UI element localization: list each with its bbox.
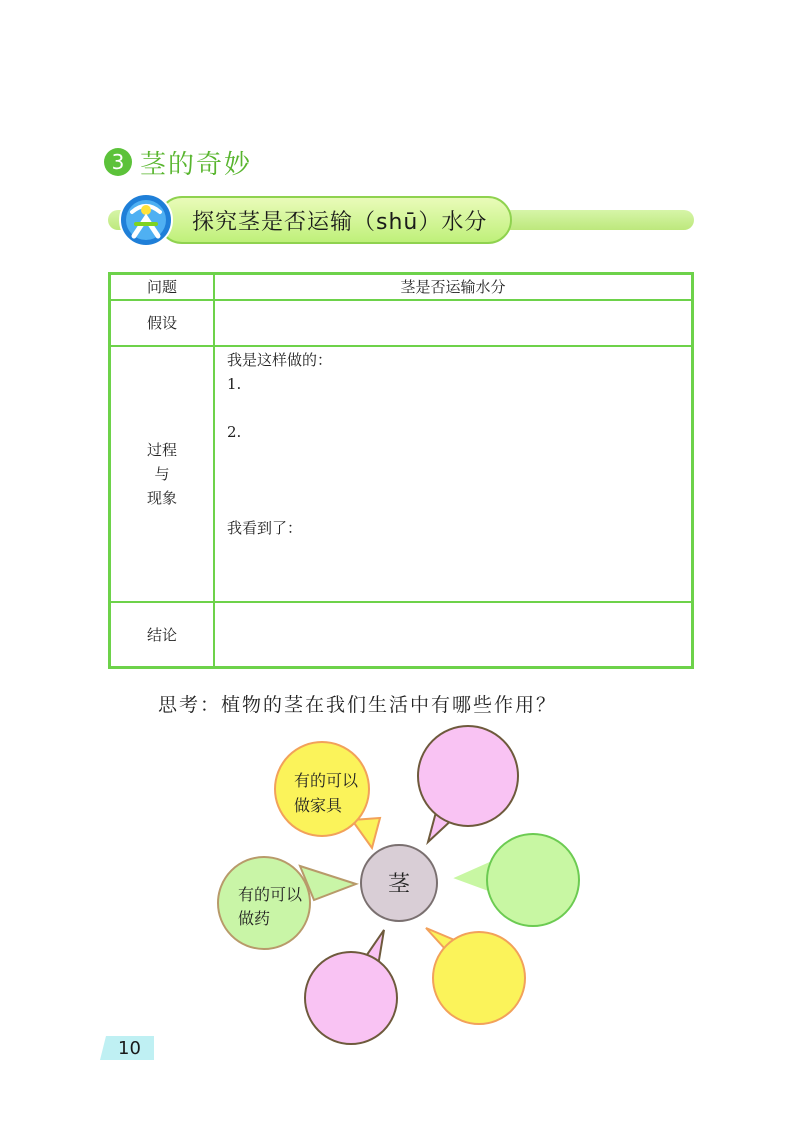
bubble-empty-pink: [418, 726, 518, 826]
process-step-1: 1.: [227, 374, 242, 393]
bubble-text: 做家具: [293, 796, 343, 815]
process-intro: 我是这样做的：: [227, 350, 333, 369]
process-label-line: 与: [154, 464, 170, 483]
bubble-empty-green: [487, 834, 579, 926]
process-step-2: 2.: [227, 422, 242, 441]
hypothesis-label: 假设: [110, 300, 215, 346]
process-observed: 我看到了：: [227, 518, 303, 537]
mindmap-center-label: 茎: [387, 872, 411, 897]
page-number: 10: [118, 1038, 141, 1059]
bubble-text: 有的可以: [237, 885, 303, 904]
thinking-question: 思考：植物的茎在我们生活中有哪些作用？: [158, 694, 558, 716]
process-label-line: 过程: [146, 440, 177, 459]
conclusion-label: 结论: [110, 602, 215, 668]
bubble-text: 有的可以: [293, 771, 359, 790]
banner-title: 探究茎是否运输（shū）水分: [192, 210, 488, 235]
process-label-line: 现象: [146, 488, 177, 507]
section-title: 茎的奇妙: [140, 150, 253, 180]
bubble-text: 做药: [237, 909, 271, 928]
bubble-empty-pink-bottom: [305, 952, 397, 1044]
bubble-empty-yellow: [433, 932, 525, 1024]
header-question: 问题: [110, 274, 215, 300]
section-number: 3: [104, 148, 132, 176]
header-topic: 茎是否运输水分: [214, 274, 693, 300]
